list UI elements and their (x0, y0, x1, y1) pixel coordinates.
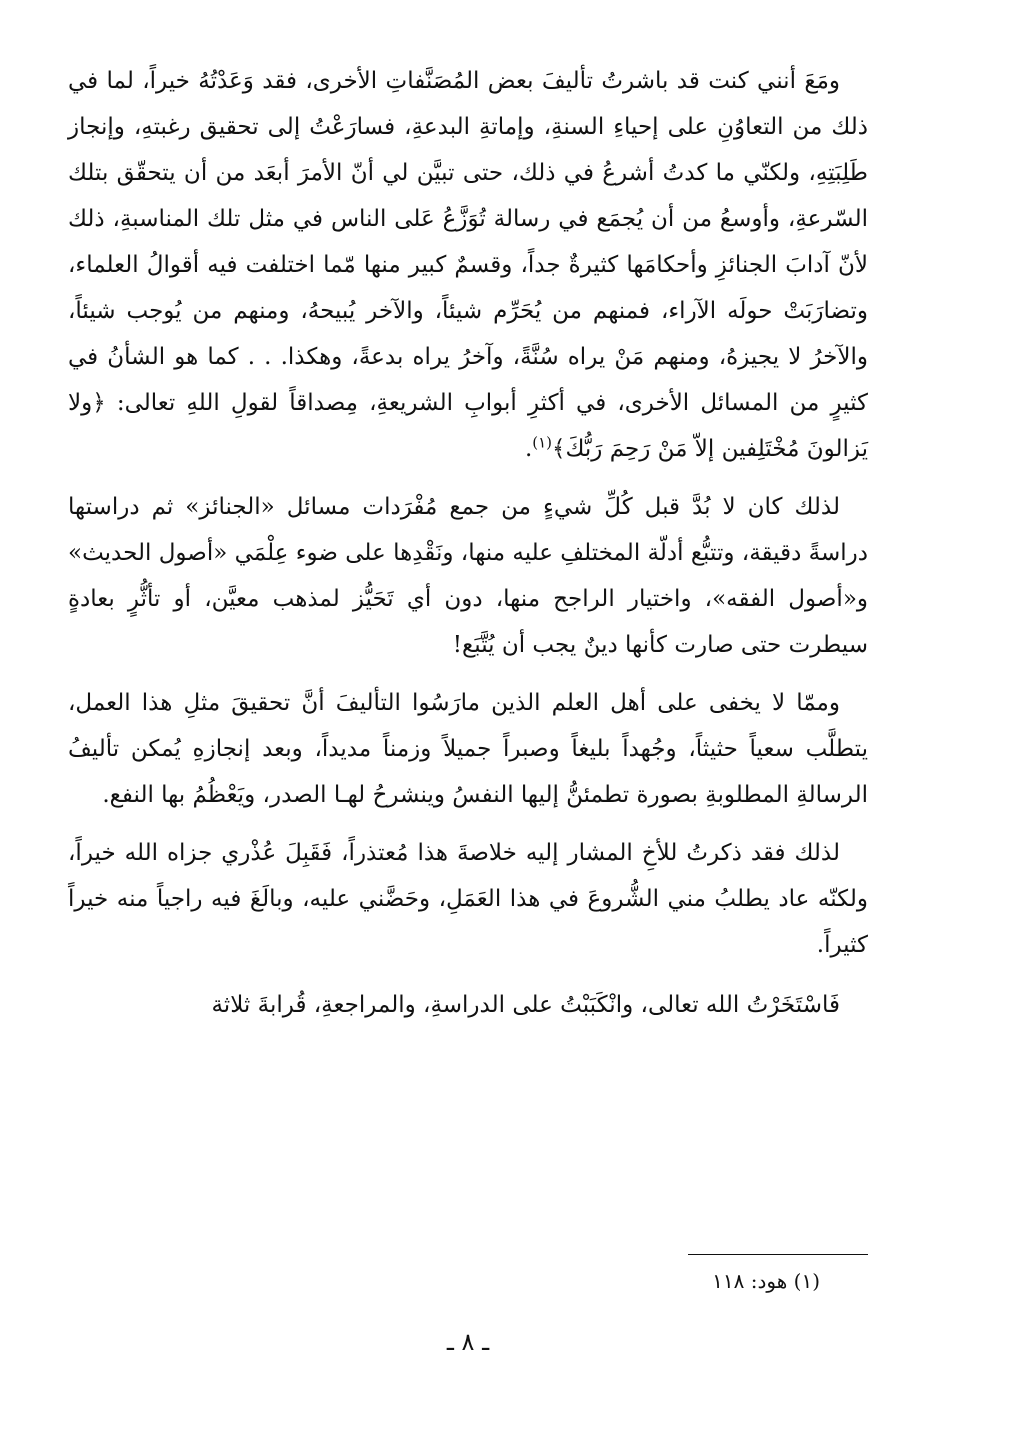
footnote-separator (688, 1254, 868, 1255)
paragraph-1 (68, 58, 868, 472)
paragraph-1-end: . (524, 436, 533, 462)
paragraph-1-text: ومَعَ أنني كنت قد باشرتُ تأليفَ بعض المُصَنَّفاتِ الأخرى، فقد وَعَدْتُهُ خيراً، لما في ذلك من التعاوُنِ على إحياءِ السنةِ، وإماتةِ البدعةِ، فسارَعْتُ إلى تحقيق رغبتهِ، وإنجاز طَلِبَتِهِ، ولكنّي ما كدتُ أشرعُ في ذلك، حتى تبيَّن لي أنّ الأمرَ أبعَد من أن يتحقّق بتلك السّرعةِ، وأوسعُ من أن يُجمَع في رسالة تُوَزَّعُ عَلى الناس في مثل تلك المناسبةِ، ذلك لأنّ آدابَ الجنائزِ وأحكامَها كثيرةٌ جداً، وقسمٌ كبير منها مّما اختلفت فيه أقوالُ العلماء، وتضارَبَتْ حولَه الآراء، فمنهم من يُحَرِّم شيئاً، والآخر يُبيحهُ، ومنهم من يُوجب شيئاً، والآخرُ لا يجيزهُ، ومنهم مَنْ يراه سُنَّةً، وآخرُ يراه بدعةً، وهكذا. . . كما هو الشأنُ في كثيرٍ من المسائل الأخرى، في أكثرِ أبوابِ الشريعةِ، مِصداقاً لقولِ اللهِ تعالى: ﴿ولا يَزالونَ مُخْتَلِفين إلاّ مَنْ رَحِمَ رَبُّكَ﴾ (68, 68, 868, 462)
footnote-reference: (١) (532, 433, 553, 452)
page-number: ـ ٨ ـ (446, 1328, 490, 1356)
paragraph-4: لذلك فقد ذكرتُ للأخِ المشار إليه خلاصةَ هذا مُعتذراً، فَقَبِلَ عُذْري جزاه الله خيراً، ولكنّه عاد يطلبُ مني الشُّروعَ في هذا العَمَلِ، وحَضَّني عليه، وبالَغَ فيه راجياً منه خيراً كثيراً. (68, 840, 868, 958)
footnote: (١) هود: ١١٨ (712, 1269, 820, 1293)
paragraph-2: لذلك كان لا بُدَّ قبل كُلِّ شيءٍ من جمع مُفْرَدات مسائل «الجنائز» ثم دراستها دراسةً دقيقة، وتتبُّع أدلّة المختلفِ عليه منها، ونَقْدِها على ضوء عِلْمَي «أصول الحديث» و«أصول الفقه»، واختيار الراجح منها، دون أي تَحَيُّز لمذهب معيَّن، أو تأثُّرٍ بعادةٍ سيطرت حتى صارت كأنها دينٌ يجب أن يُتَّبَع! (68, 494, 868, 658)
book-page (68, 58, 868, 1418)
paragraph-3: وممّا لا يخفى على أهل العلم الذين مارَسُوا التأليفَ أنَّ تحقيقَ مثلِ هذا العمل، يتطلَّب سعياً حثيثاً، وجُهداً بليغاً وصبراً جميلاً وزمناً مديداً، وبعد إنجازهِ يُمكن تأليفُ الرسالةِ المطلوبةِ بصورة تطمئنُّ إليها النفسُ وينشرحُ لهـا الصدر، ويَعْظُمُ بها النفع. (68, 690, 868, 808)
paragraph-5: فَاسْتَخَرْتُ الله تعالى، وانْكَبَبْتُ على الدراسةِ، والمراجعةِ، قُرابةَ ثلاثة (211, 992, 840, 1018)
